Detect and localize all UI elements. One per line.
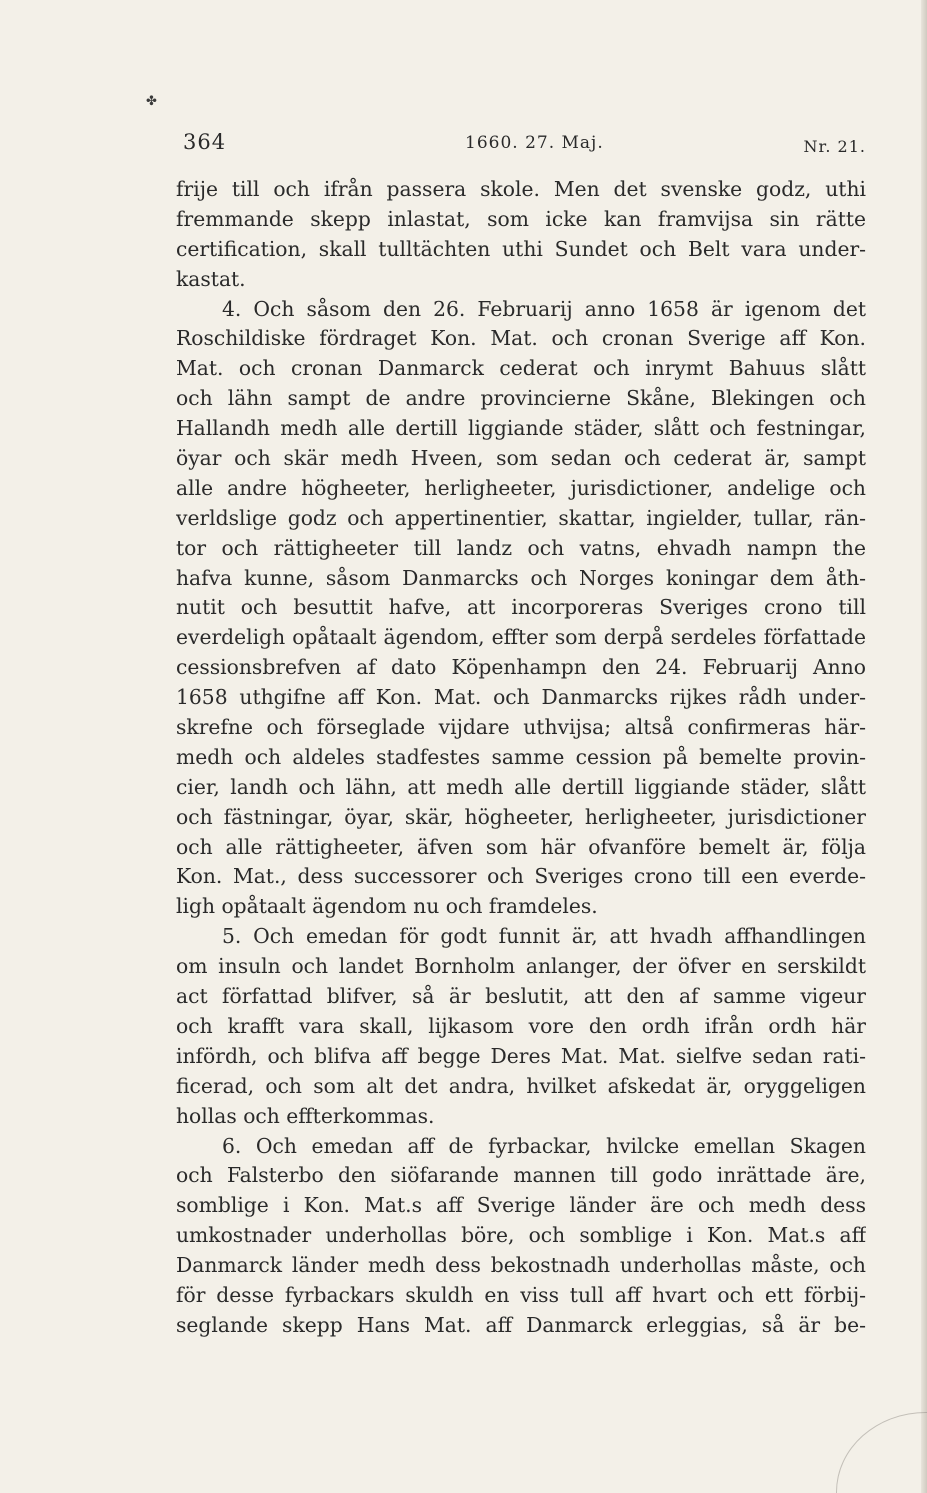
- text-line: seglande skepp Hans Mat. aff Danmarck erleggias, så är be-: [176, 1312, 866, 1337]
- text-line: hollas och effterkommas.: [176, 1103, 435, 1128]
- text-line: infördh, och blifva aff begge Deres Mat. Mat. sielfve sedan rati-: [176, 1043, 866, 1068]
- page-header: [180, 130, 866, 162]
- text-line: cier, landh och lähn, att medh alle dertill liggiande städer, slått: [176, 774, 866, 799]
- text-line: umkostnader underhollas böre, och somblige i Kon. Mat.s aff: [176, 1223, 866, 1248]
- text-line: och alle rättigheeter, äfven som här ofvanföre bemelt är, följa: [176, 834, 866, 859]
- text-line: kastat.: [176, 266, 246, 291]
- text-line: öyar och skär medh Hveen, som sedan och cederat är, sampt: [176, 446, 866, 471]
- text-line: alle andre högheeter, herligheeter, jurisdictioner, andelige och: [176, 475, 866, 500]
- text-line: och fästningar, öyar, skär, högheeter, herligheeter, jurisdictioner: [176, 804, 866, 829]
- text-line: och Falsterbo den siöfarande mannen till godo inrättade äre,: [176, 1163, 866, 1188]
- text-line: ficerad, och som alt det andra, hvilket afskedat är, oryggeligen: [176, 1073, 866, 1098]
- body-text: [176, 175, 866, 1341]
- text-line: 5. Och emedan för godt funnit är, att hvadh affhandlingen: [222, 924, 866, 949]
- page-number: 364: [183, 130, 227, 154]
- text-line: medh och aldeles stadfestes samme cession på bemelte provin-: [176, 744, 866, 769]
- text-line: och krafft vara skall, lijkasom vore den ordh ifrån ordh här: [176, 1013, 866, 1038]
- page-edge: [921, 0, 927, 1493]
- ornament-mark: ✤: [146, 94, 157, 109]
- text-line: everdeligh opåtaalt ägendom, effter som derpå serdeles författade: [176, 625, 866, 650]
- page-curl: [836, 1412, 927, 1493]
- text-line: fremmande skepp inlastat, som icke kan framvijsa sin rätte: [176, 206, 866, 231]
- text-line: frije till och ifrån passera skole. Men det svenske godz, uthi: [176, 177, 866, 201]
- text-line: Kon. Mat., dess successorer och Sveriges crono till een everde-: [176, 864, 866, 889]
- text-line: verldslige godz och appertinentier, skattar, ingielder, tullar, rän-: [176, 505, 866, 530]
- text-line: Mat. och cronan Danmarck cederat och inrymt Bahuus slått: [176, 356, 866, 381]
- text-line: och lähn sampt de andre provincierne Skåne, Blekingen och: [176, 386, 866, 411]
- text-line: om insuln och landet Bornholm anlanger, der öfver en serskildt: [176, 954, 866, 979]
- text-line: ligh opåtaalt ägendom nu och framdeles.: [176, 894, 598, 919]
- text-line: nutit och besuttit hafve, att incorporeras Sveriges crono till: [176, 595, 866, 620]
- text-line: act författad blifver, så är beslutit, att den af samme vigeur: [176, 984, 866, 1009]
- document-number: Nr. 21.: [803, 137, 866, 156]
- text-line: Roschildiske fördraget Kon. Mat. och cronan Sverige aff Kon.: [176, 326, 866, 351]
- text-line: 4. Och såsom den 26. Februarij anno 1658 är igenom det: [222, 296, 866, 321]
- text-line: skrefne och förseglade vijdare uthvijsa; altså confirmeras här-: [176, 715, 866, 740]
- text-line: somblige i Kon. Mat.s aff Sverige länder äre och medh dess: [176, 1193, 866, 1218]
- running-head-date: 1660. 27. Maj.: [465, 133, 604, 153]
- text-line: Danmarck länder medh dess bekostnadh underhollas måste, och: [176, 1253, 866, 1278]
- text-line: hafva kunne, såsom Danmarcks och Norges koningar dem åth-: [176, 565, 866, 590]
- text-line: certification, skall tulltächten uthi Sundet och Belt vara under-: [176, 236, 866, 261]
- text-line: tor och rättigheeter till landz och vatns, ehvadh nampn the: [176, 535, 866, 560]
- text-line: cessionsbrefven af dato Köpenhampn den 24. Februarij Anno: [176, 655, 866, 680]
- text-line: Hallandh medh alle dertill liggiande städer, slått och festningar,: [176, 416, 866, 441]
- text-line: 1658 uthgifne aff Kon. Mat. och Danmarcks rijkes rådh under-: [176, 685, 866, 710]
- text-line: för desse fyrbackars skuldh en viss tull aff hvart och ett förbij-: [176, 1282, 866, 1307]
- text-line: 6. Och emedan aff de fyrbackar, hvilcke emellan Skagen: [222, 1133, 866, 1158]
